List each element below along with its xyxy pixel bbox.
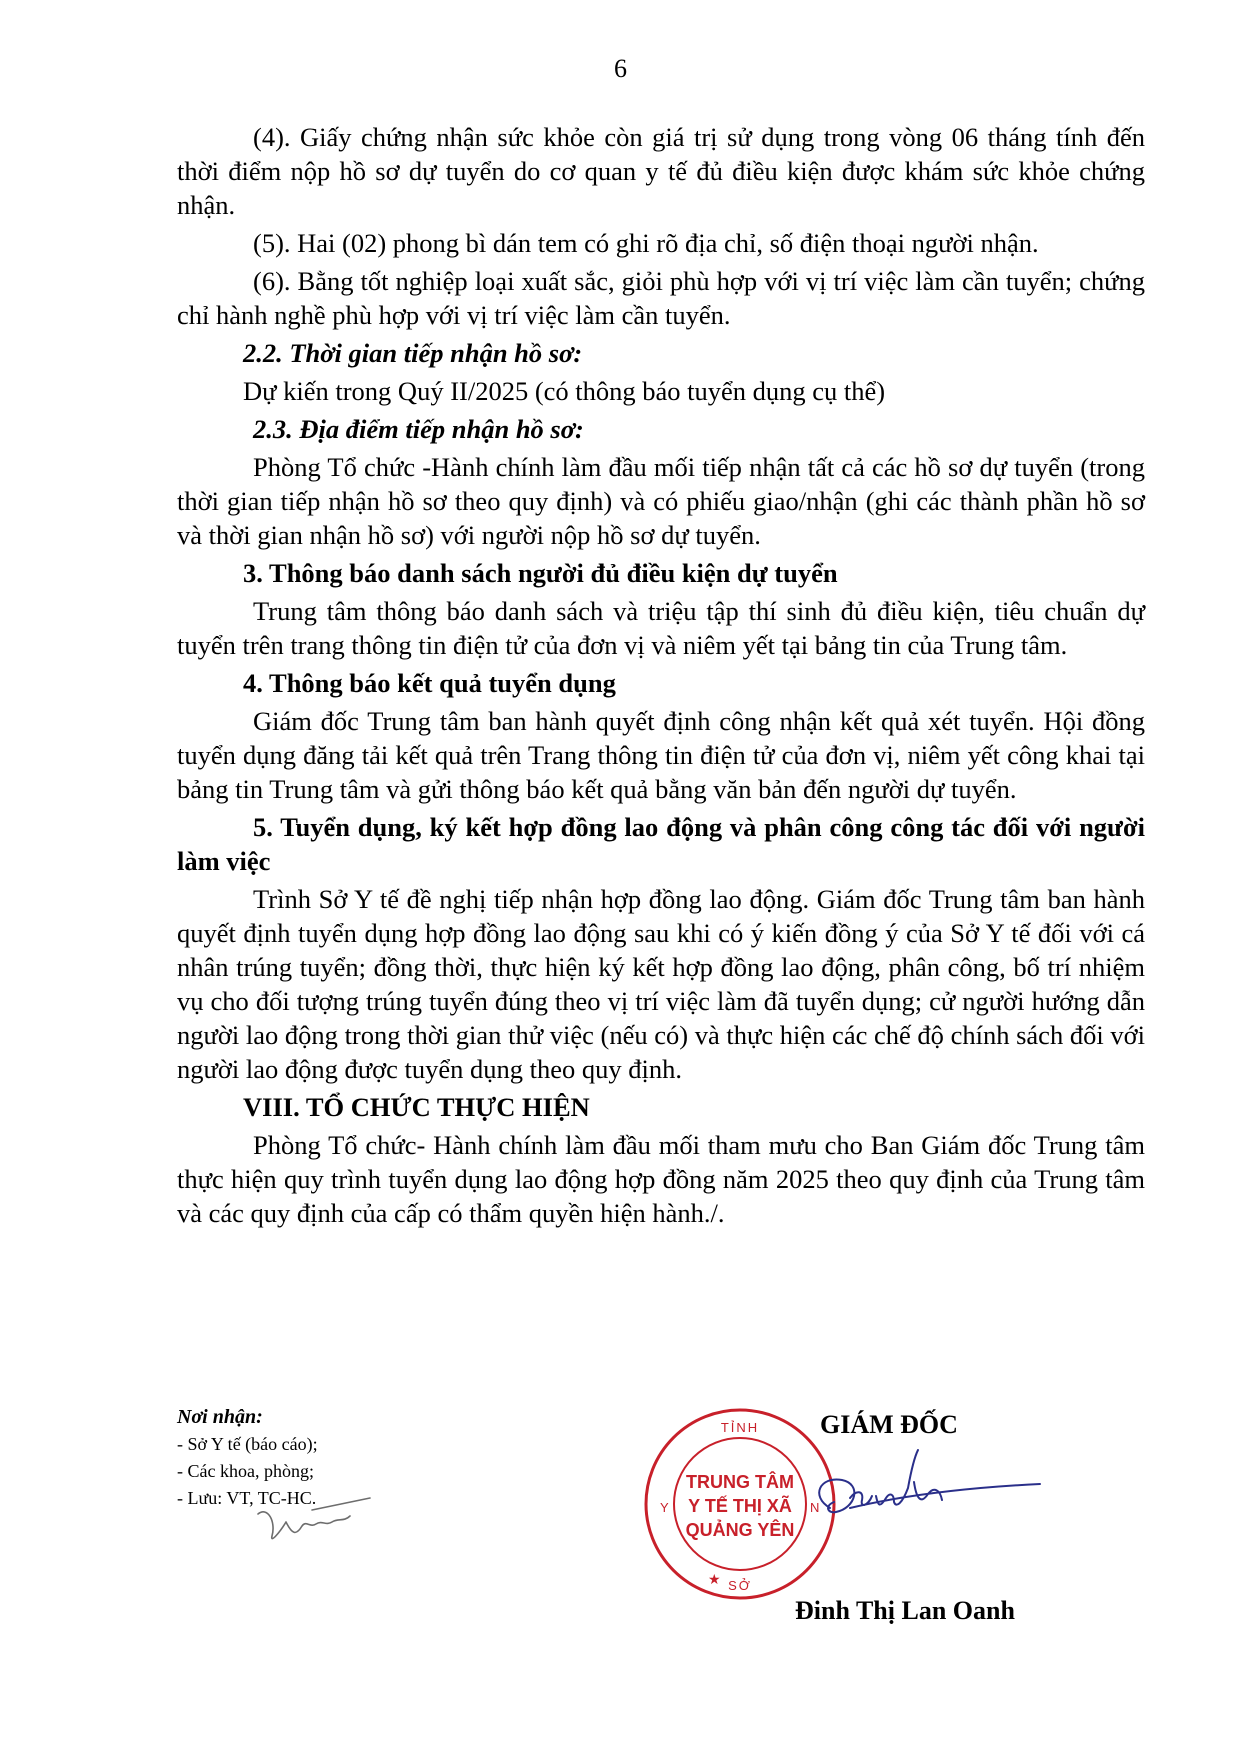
page-number: 6 [614, 54, 627, 83]
heading-2-2: 2.2. Thời gian tiếp nhận hồ sơ: [243, 338, 583, 368]
heading-2-3: 2.3. Địa điểm tiếp nhận hồ sơ: [253, 414, 584, 444]
signer-name: Đinh Thị Lan Oanh [795, 1596, 1015, 1625]
recipient-item: - Lưu: VT, TC-HC. [177, 1488, 317, 1508]
svg-text:Y: Y [660, 1500, 669, 1515]
paragraph-item-5: (5). Hai (02) phong bì dán tem có ghi rõ địa chỉ, số điện thoại người nhận. [253, 228, 1039, 258]
document-body [177, 120, 1145, 1234]
star-icon: ★ [708, 1571, 721, 1587]
stamp-line-3: QUẢNG YÊN [685, 1520, 795, 1540]
director-title: GIÁM ĐỐC [820, 1410, 958, 1439]
paragraph-2-2: Dự kiến trong Quý II/2025 (có thông báo tuyển dụng cụ thể) [243, 376, 886, 406]
recipients-title: Nơi nhận: [177, 1406, 263, 1428]
paragraph-4: Giám đốc Trung tâm ban hành quyết định công nhận kết quả xét tuyển. Hội đồng tuyển dụng đăng tải kết quả trên Trang thông tin điện tử của đơn vị, niêm yết công khai tại bảng tin Trung tâm và gửi thông báo kết quả bằng văn bản đến người dự tuyển. [177, 706, 1145, 804]
heading-5: 5. Tuyển dụng, ký kết hợp đồng lao động và phân công công tác đối với người làm việc [177, 812, 1145, 876]
paragraph-2-3: Phòng Tổ chức -Hành chính làm đầu mối tiếp nhận tất cả các hồ sơ dự tuyển (trong thời gian tiếp nhận hồ sơ theo quy định) và có phiếu giao/nhận (ghi các thành phần hồ sơ và thời gian nhận hồ sơ) với người nộp hồ sơ dự tuyển. [177, 452, 1145, 550]
heading-4: 4. Thông báo kết quả tuyển dụng [243, 668, 616, 698]
svg-text:SỞ: SỞ [728, 1578, 752, 1593]
heading-3: 3. Thông báo danh sách người đủ điều kiện dự tuyển [243, 558, 838, 588]
svg-text:N: N [810, 1500, 820, 1515]
paragraph-3: Trung tâm thông báo danh sách và triệu tập thí sinh đủ điều kiện, tiêu chuẩn dự tuyển trên trang thông tin điện tử của đơn vị và niêm yết tại bảng tin của Trung tâm. [177, 596, 1145, 660]
heading-section-8: VIII. TỔ CHỨC THỰC HIỆN [243, 1092, 590, 1122]
paragraph-5: Trình Sở Y tế đề nghị tiếp nhận hợp đồng lao động. Giám đốc Trung tâm ban hành quyết định tuyển dụng hợp đồng lao động sau khi có ý kiến đồng ý của Sở Y tế đối với cá nhân trúng tuyển; đồng thời, thực hiện ký kết hợp đồng lao động, phân công, bố trí nhiệm vụ cho đối tượng trúng tuyển đúng theo vị trí việc làm đã tuyển dụng; cử người hướng dẫn người lao động trong thời gian thử việc (nếu có) và thực hiện các chế độ chính sách đối với người lao động được tuyển dụng theo quy định. [177, 884, 1145, 1084]
stamp-line-2: Y TẾ THỊ XÃ [688, 1496, 792, 1516]
handwritten-signature [790, 1446, 1050, 1556]
recipient-item: - Các khoa, phòng; [177, 1461, 314, 1481]
signature-block [640, 1400, 1060, 1650]
svg-text:TỈNH: TỈNH [720, 1420, 760, 1435]
recipient-item: - Sở Y tế (báo cáo); [177, 1434, 318, 1454]
paragraph-section-8: Phòng Tổ chức- Hành chính làm đầu mối tham mưu cho Ban Giám đốc Trung tâm thực hiện quy trình tuyển dụng lao động hợp đồng năm 2025 theo quy định của Trung tâm và các quy định của cấp có thẩm quyền hiện hành./. [177, 1130, 1145, 1228]
paragraph-item-4: (4). Giấy chứng nhận sức khỏe còn giá trị sử dụng trong vòng 06 tháng tính đến thời điểm nộp hồ sơ dự tuyển do cơ quan y tế đủ điều kiện được khám sức khỏe chứng nhận. [177, 122, 1145, 220]
initials-signature [252, 1492, 382, 1552]
paragraph-item-6: (6). Bằng tốt nghiệp loại xuất sắc, giỏi phù hợp với vị trí việc làm cần tuyển; chứng chỉ hành nghề phù hợp với vị trí việc làm cần tuyển. [177, 266, 1145, 330]
stamp-line-1: TRUNG TÂM [686, 1472, 794, 1492]
